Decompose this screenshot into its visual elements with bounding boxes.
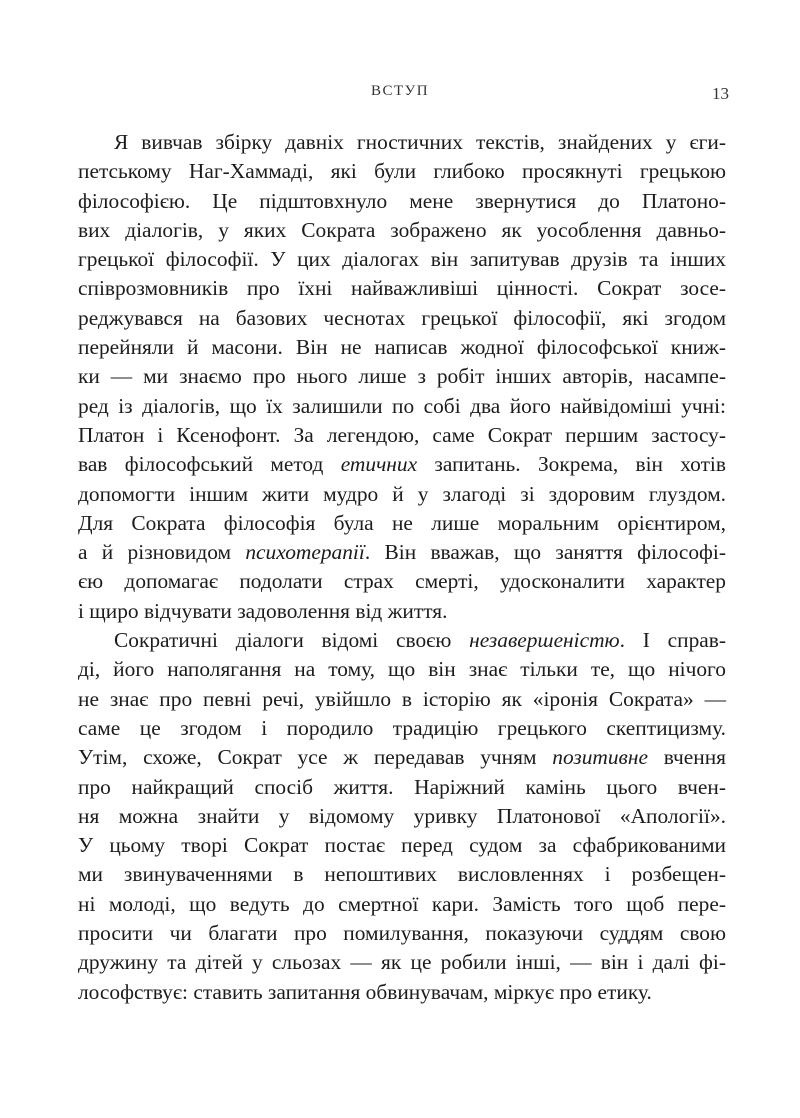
running-head <box>0 83 800 107</box>
italic-text: незавершеністю <box>469 628 620 653</box>
text-line <box>78 333 726 362</box>
text-line <box>78 597 726 626</box>
text-line <box>78 538 726 567</box>
text-line <box>78 216 726 245</box>
text-segment: філософією. Це підштовхнуло мене звернутися до Платоно- <box>78 188 726 213</box>
text-segment: . І справ- <box>619 628 726 653</box>
text-segment: реджувався на базових чеснотах грецької філософії, які згодом <box>78 305 726 330</box>
text-segment: вчення <box>647 745 726 770</box>
text-segment: ді, його наполягання на тому, що він знає тільки те, що нічого <box>78 657 726 682</box>
text-segment: не знає про певні речі, увійшло в історію як «іронія Сократа» — <box>78 686 726 711</box>
text-segment: ми звинуваченнями в непоштивих висловленнях і розбещен- <box>78 862 726 887</box>
text-segment: а й різновидом <box>78 540 246 565</box>
text-line <box>78 948 726 977</box>
text-line <box>78 714 726 743</box>
body-text <box>78 128 726 1007</box>
text-segment: лософствує: ставить запитання обвинувачам, міркує про етику. <box>78 979 652 1004</box>
text-line <box>78 128 726 157</box>
text-segment: вих діалогів, у яких Сократа зображено як уособлення давньо- <box>78 217 726 242</box>
text-segment: єю допомагає подолати страх смерті, удосконалити характер <box>78 569 726 594</box>
italic-text: психотерапії <box>245 540 365 565</box>
running-title: ВСТУП <box>370 83 430 99</box>
paragraph <box>78 128 726 626</box>
text-line <box>78 685 726 714</box>
text-line <box>78 157 726 186</box>
text-segment: допомогти іншим жити мудро й у злагоді зі здоровим глуздом. <box>78 481 726 506</box>
text-line <box>78 773 726 802</box>
text-segment: ред із діалогів, що їх залишили по собі два його найвідоміші учні: <box>78 393 726 418</box>
text-line <box>78 421 726 450</box>
text-segment: . Він вважав, що заняття філософі- <box>364 540 726 565</box>
text-segment: Платон і Ксенофонт. За легендою, саме Сократ першим застосу- <box>78 422 726 447</box>
page-number: 13 <box>712 84 729 103</box>
text-segment: ня можна знайти у відомому уривку Платонової «Апології». <box>78 803 726 828</box>
text-line <box>78 626 726 655</box>
text-line <box>78 802 726 831</box>
text-segment: Сократичні діалоги відомі своєю <box>114 628 470 653</box>
text-segment: ки — ми знаємо про нього лише з робіт інших авторів, насампе- <box>78 364 726 389</box>
text-segment: співрозмовників про їхні найважливіші цінності. Сократ зосе- <box>78 276 726 301</box>
text-line <box>78 919 726 948</box>
text-line <box>78 509 726 538</box>
text-segment: про найкращий спосіб життя. Наріжний камінь цього вчен- <box>78 774 726 799</box>
text-line <box>78 304 726 333</box>
text-segment: Утім, схоже, Сократ усе ж передавав учням <box>78 745 553 770</box>
text-line <box>78 890 726 919</box>
text-segment: дружину та дітей у сльозах — як це робили інші, — він і далі фі- <box>78 950 726 975</box>
text-line <box>78 860 726 889</box>
text-line <box>78 655 726 684</box>
text-line <box>78 743 726 772</box>
text-line <box>78 567 726 596</box>
italic-text: етичних <box>340 452 418 477</box>
text-segment: грецької філософії. У цих діалогах він запитував друзів та інших <box>78 247 726 272</box>
text-line <box>78 274 726 303</box>
text-line <box>78 978 726 1007</box>
text-line <box>78 245 726 274</box>
text-segment: саме це згодом і породило традицію грецького скептицизму. <box>78 715 726 740</box>
text-line <box>78 392 726 421</box>
text-segment: вав філософський метод <box>78 452 341 477</box>
text-segment: У цьому творі Сократ постає перед судом за сфабрикованими <box>78 833 726 858</box>
text-segment: петському Наг-Хаммаді, які були глибоко просякнуті грецькою <box>78 159 726 184</box>
text-line <box>78 480 726 509</box>
text-segment: просити чи благати про помилування, показуючи суддям свою <box>78 921 726 946</box>
text-segment: Для Сократа філософія була не лише моральним орієнтиром, <box>78 510 726 535</box>
italic-text: позитивне <box>552 745 648 770</box>
text-segment: запитань. Зокрема, він хотів <box>417 452 726 477</box>
text-line <box>78 450 726 479</box>
text-segment: ні молоді, що ведуть до смертної кари. Замість того щоб пере- <box>78 891 726 916</box>
text-segment: Я вивчав збірку давніх гностичних текстів, знайдених у єги- <box>114 130 726 154</box>
text-segment: перейняли й масони. Він не написав жодної філософської книж- <box>78 335 726 360</box>
paragraph <box>78 626 726 1007</box>
text-line <box>78 187 726 216</box>
text-line <box>78 831 726 860</box>
text-line <box>78 362 726 391</box>
text-segment: і щиро відчувати задоволення від життя. <box>78 598 448 623</box>
